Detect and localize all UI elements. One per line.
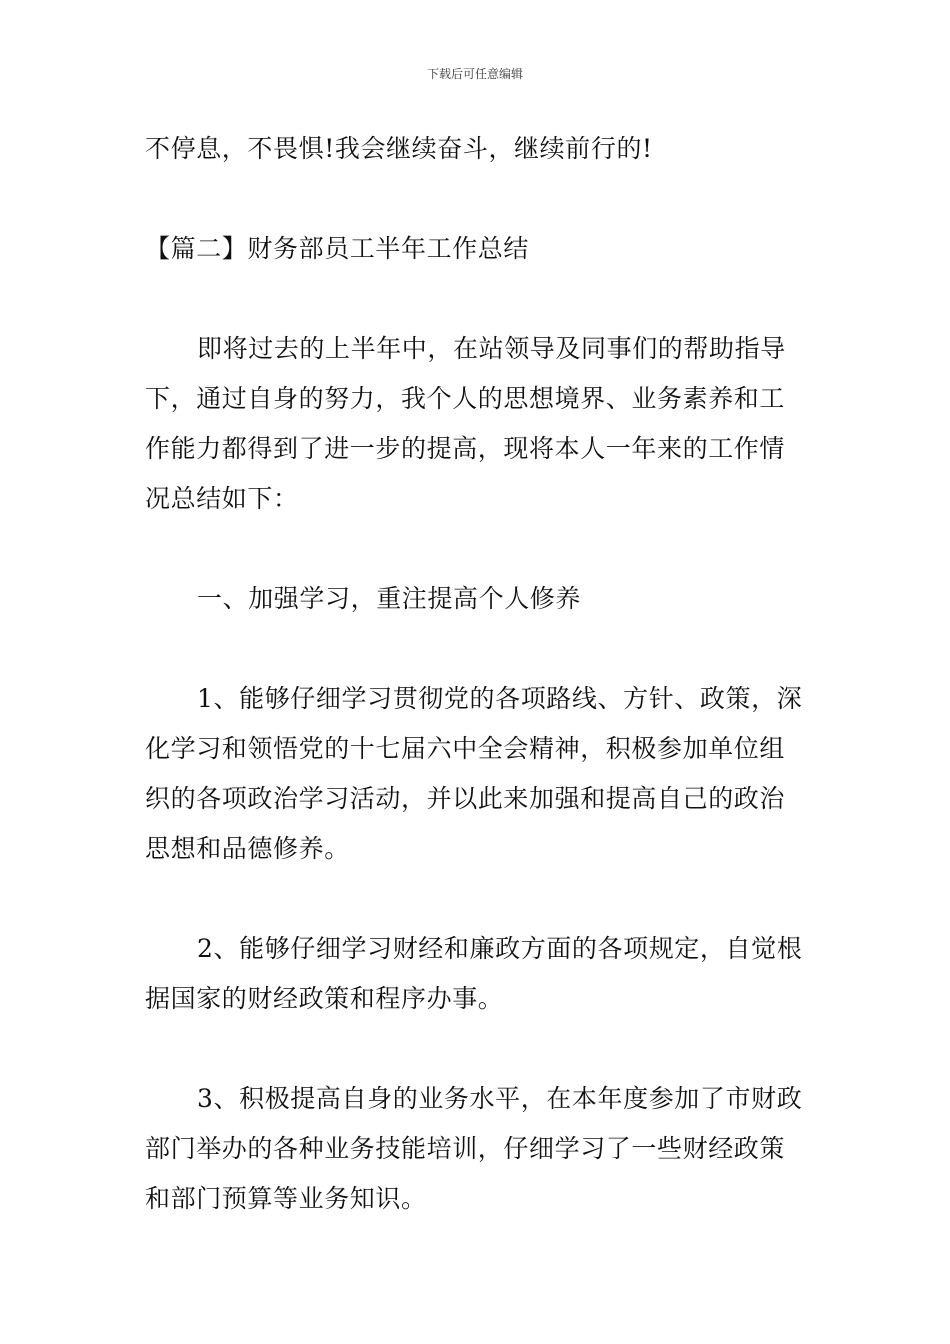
subsection-heading: 一、加强学习，重注提高个人修养 bbox=[197, 584, 582, 613]
section-title: 【篇二】财务部员工半年工作总结 bbox=[145, 234, 530, 263]
paragraph-gap bbox=[145, 524, 810, 574]
paragraph-line: 1、能够仔细学习贯彻党的各项路线、方针、政策，深 bbox=[197, 684, 803, 713]
paragraph-line: 下，通过自身的努力，我个人的思想境界、业务素养和工 bbox=[145, 384, 786, 413]
paragraph-line: 部门举办的各种业务技能培训，仔细学习了一些财经政策 bbox=[145, 1134, 786, 1163]
paragraph-line: 据国家的财经政策和程序办事。 bbox=[145, 984, 504, 1013]
paragraph-line: 况总结如下： bbox=[145, 484, 299, 513]
paragraph-line: 2、能够仔细学习财经和廉政方面的各项规定，自觉根 bbox=[197, 934, 803, 963]
document-body bbox=[145, 124, 810, 1224]
paragraph-gap bbox=[145, 1024, 810, 1074]
paragraph-line: 即将过去的上半年中，在站领导及同事们的帮助指导 bbox=[197, 334, 786, 363]
paragraph-line: 化学习和领悟党的十七届六中全会精神，积极参加单位组 bbox=[145, 734, 786, 763]
paragraph-line: 3、积极提高自身的业务水平，在本年度参加了市财政 bbox=[197, 1084, 803, 1113]
paragraph-line: 作能力都得到了进一步的提高，现将本人一年来的工作情 bbox=[145, 434, 786, 463]
paragraph-line: 和部门预算等业务知识。 bbox=[145, 1184, 427, 1213]
page-header-note: 下载后可任意编辑 bbox=[426, 67, 523, 81]
paragraph-line: 织的各项政治学习活动，并以此来加强和提高自己的政治 bbox=[145, 784, 786, 813]
paragraph-gap bbox=[145, 624, 810, 674]
paragraph-line: 不停息，不畏惧!我会继续奋斗，继续前行的! bbox=[145, 134, 653, 163]
paragraph-line: 思想和品德修养。 bbox=[145, 834, 350, 863]
paragraph-gap bbox=[145, 274, 810, 324]
paragraph-gap bbox=[145, 874, 810, 924]
paragraph-gap bbox=[145, 174, 810, 224]
